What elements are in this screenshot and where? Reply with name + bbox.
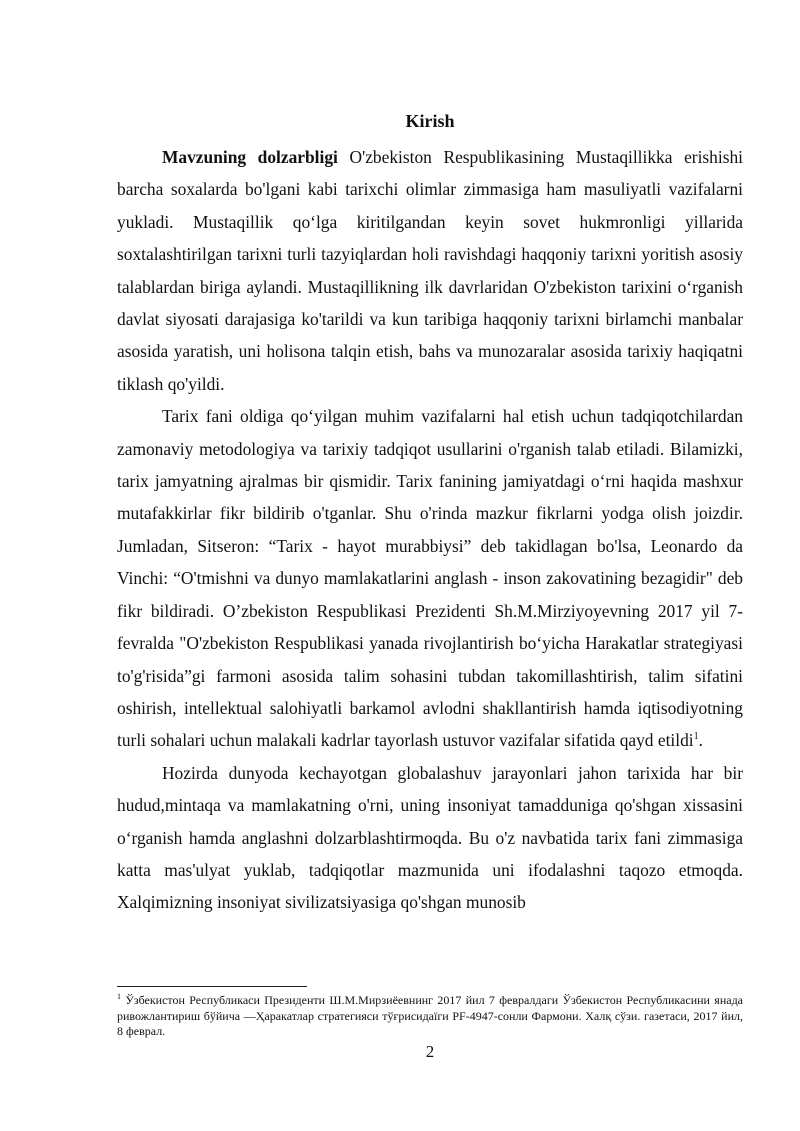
- paragraph-1: [117, 141, 743, 400]
- footnote: [117, 993, 743, 1040]
- paragraph-2-text: Tarix fani oldiga qo‘yilgan muhim vazifalarni hal etish uchun tadqiqotchilardan zamonaviy metodologiya va tarixiy tadqiqot usullarini o'rganish talab etiladi. Bilamizki, tarix jamyatning ajralmas bir qismidir. Tarix fanining jamiyatdagi o‘rni haqida mashxur mutafakkirlar fikr bildirib o'tganlar. Shu o'rinda mazkur fikrlarni yodga olish joizdir. Jumladan, Sitseron: “Tarix - hayot murabbiysi” deb takidlagan bo'lsa, Leonardo da Vinchi: “O'tmishni va dunyo mamlakatlarini anglash - inson zakovatining bezagidir" deb fikr bildiradi. O’zbekiston Respublikasi Prezidenti Sh.M.Mirziyoyevning 2017 yil 7-fevralda "O'zbekiston Respublikasi yanada rivojlantirish bo‘yicha Harakatlar strategiyasi to'g'risida”gi farmoni asosida talim sohasini tubdan takomillashtirish, talim sifatini oshirish, intellektual salohiyatli barkamol avlodni shakllantirish hamda iqtisodiyotning turli sohalari uchun malakali kadrlar tayorlash ustuvor vazifalar sifatida qayd etildi: [117, 406, 743, 751]
- body-text: [117, 141, 743, 919]
- footnote-text: Ўзбекистон Республикаси Президенти Ш.М.Мирзиёевнинг 2017 йил 7 февралдаги Ўзбекистон Республикасини янада ривожлантириш бўйича —Ҳаракатлар стратегияси тўғрисидаїги PF-4947-сонли Фармони. Халқ сўзи. газетаси, 2017 йил, 8 феврал.: [117, 993, 743, 1039]
- page-number: 2: [425, 1042, 435, 1061]
- section-title: Kirish: [405, 111, 455, 131]
- paragraph-3: [117, 757, 743, 919]
- paragraph-3-text: Hozirda dunyoda kechayotgan globalashuv jarayonlari jahon tarixida har bir hudud,mintaqa va mamlakatning o'rni, uning insoniyat tamadduniga qo'shgan xissasini o‘rganish hamda anglashni dolzarblashtirmoqda. Bu o'z navbatida tarix fani zimmasiga katta mas'ulyat yuklab, tadqiqotlar mazmunida uni ifodalashni taqozo etmoqda. Xalqimizning insoniyat sivilizatsiyasiga qo'shgan munosib: [117, 762, 743, 913]
- paragraph-2-end: .: [698, 730, 703, 751]
- paragraph-1-text: O'zbekiston Respublikasining Mustaqillikka erishishi barcha soxalarda bo'lgani kabi tarixchi olimlar zimmasiga ham masuliyatli vazifalarni yukladi. Mustaqillik qo‘lga kiritilgandan keyin sovet hukmronligi yillarida soxtalashtirilgan tarixni turli tazyiqlardan holi ravishdagi haqqoniy tarixni yoritish asosiy talablardan biriga aylandi. Mustaqillikning ilk davrlaridan O'zbekiston tarixini o‘rganish davlat siyosati darajasiga ko'tarildi va kun taribiga haqqoniy tarixni birlamchi manbalar asosida yaratish, uni holisona talqin etish, bahs va munozaralar asosida tarixiy haqiqatni tiklash qo'yildi.: [117, 147, 744, 394]
- paragraph-1-lead: Mavzuning dolzarbligi: [162, 147, 338, 167]
- paragraph-2: [117, 400, 743, 756]
- footnote-marker: 1: [117, 992, 121, 1001]
- footnote-divider: [117, 986, 307, 987]
- footnote-reference: 1: [693, 731, 699, 743]
